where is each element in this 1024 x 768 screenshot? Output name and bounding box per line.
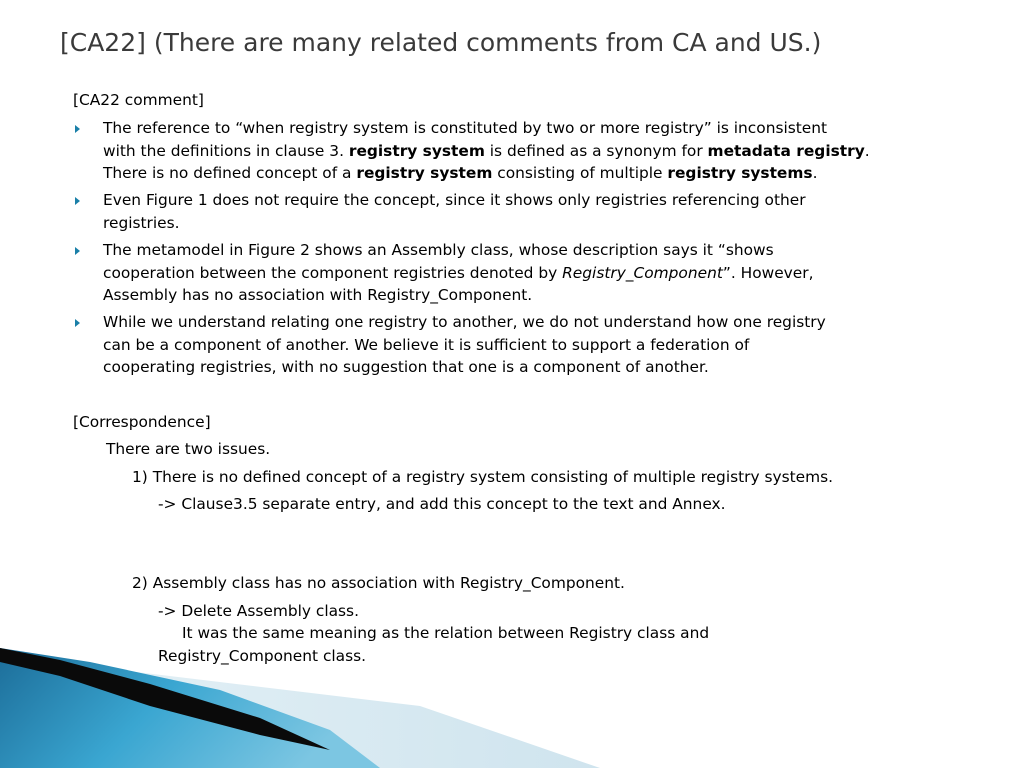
bullet-arrow-icon	[73, 240, 83, 262]
bullet-arrow-icon	[73, 190, 83, 212]
correspondence-heading: [Correspondence]	[73, 413, 211, 431]
bullet-arrow-icon	[73, 118, 83, 140]
bullet-item: Even Figure 1 does not require the concept, since it shows only registries referencing other registries.	[103, 191, 806, 232]
issue-2: 2) Assembly class has no association with Registry_Component.	[132, 574, 625, 592]
correspondence-intro: There are two issues.	[106, 440, 271, 458]
issue-2-action: -> Delete Assembly class.	[158, 602, 359, 620]
issue-1-action: -> Clause3.5 separate entry, and add this concept to the text and Annex.	[158, 495, 726, 513]
bullet-item: While we understand relating one registry to another, we do not understand how one registry can be a component of another. We believe it is sufficient to support a federation of cooperating registries, with no suggestion that one is a component of another.	[103, 313, 826, 376]
issue-2-note: It was the same meaning as the relation between Registry class and Registry_Component class.	[158, 624, 710, 665]
bullet-item: The metamodel in Figure 2 shows an Assembly class, whose description says it “shows cooperation between the component registries denoted by Registry_Component”. However, Assembly has no association with Registry_Component.	[103, 241, 814, 304]
comment-heading: [CA22 comment]	[73, 91, 204, 109]
bullet-arrow-icon	[73, 312, 83, 334]
bullet-item: The reference to “when registry system is constituted by two or more registry” is inconsistent with the definitions in clause 3. registry system is defined as a synonym for metadata registry. There is no defined concept of a registry system consisting of multiple registry systems.	[103, 119, 870, 182]
slide-title: [CA22] (There are many related comments from CA and US.)	[60, 28, 822, 57]
issue-1: 1) There is no defined concept of a registry system consisting of multiple registry systems.	[132, 468, 834, 486]
